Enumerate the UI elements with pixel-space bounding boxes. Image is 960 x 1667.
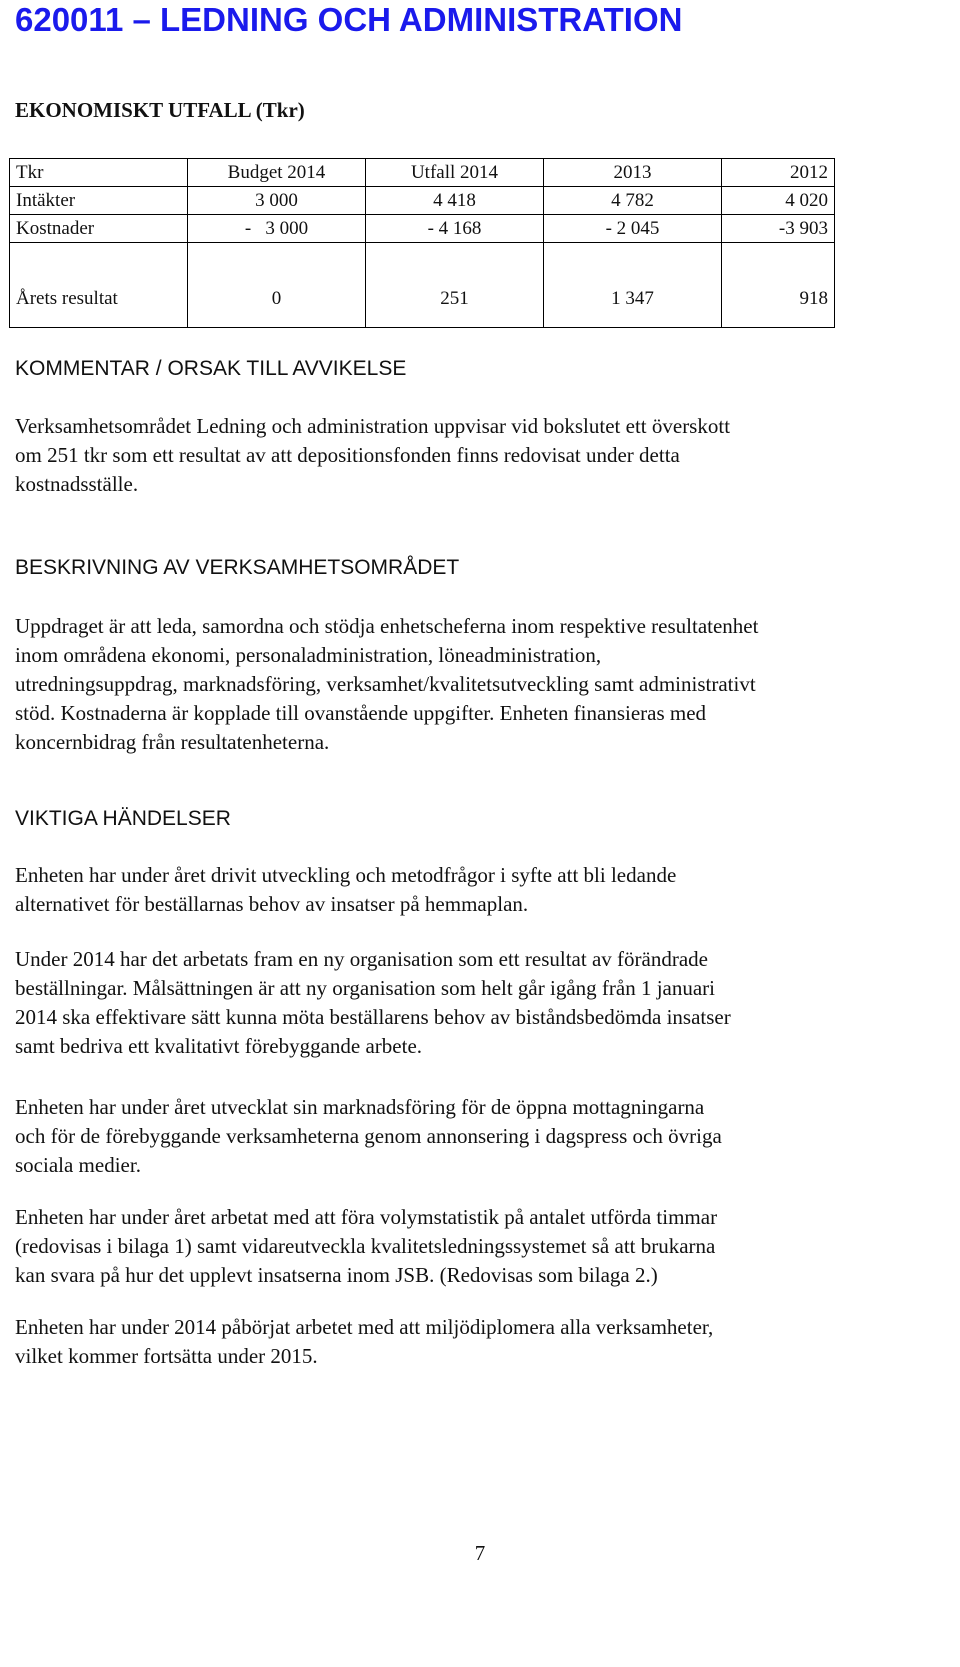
- table-cell: - 3 000: [188, 215, 366, 243]
- table-cell: 4 418: [366, 187, 544, 215]
- economic-outcome-table: [9, 158, 835, 328]
- text-line: Verksamhetsområdet Ledning och administration uppvisar vid bokslutet ett överskott: [15, 414, 731, 438]
- table-header-cell: Budget 2014: [188, 159, 366, 187]
- table-cell: 1 347: [544, 243, 722, 328]
- page-title: 620011 – LEDNING OCH ADMINISTRATION: [15, 1, 683, 38]
- description-heading: BESKRIVNING AV VERKSAMHETSOMRÅDET: [15, 556, 460, 579]
- page-number: 7: [474, 1541, 486, 1565]
- text-line: Enheten har under året utvecklat sin marknadsföring för de öppna mottagningarna: [15, 1095, 705, 1119]
- text-line: kan svara på hur det upplevt insatserna inom JSB. (Redovisas som bilaga 2.): [15, 1263, 658, 1287]
- table-header-cell: Tkr: [10, 159, 188, 187]
- event-paragraph: [15, 861, 895, 919]
- table-cell: Årets resultat: [10, 243, 188, 328]
- description-paragraph: [15, 612, 895, 757]
- table-cell: 4 020: [722, 187, 835, 215]
- table-cell: 4 782: [544, 187, 722, 215]
- table-row-result: [10, 243, 835, 328]
- economic-outcome-heading: EKONOMISKT UTFALL (Tkr): [15, 98, 305, 122]
- table-cell: -3 903: [722, 215, 835, 243]
- events-heading: VIKTIGA HÄNDELSER: [15, 807, 231, 830]
- table-cell: 251: [366, 243, 544, 328]
- text-line: (redovisas i bilaga 1) samt vidareutveckla kvalitetsledningssystemet så att brukarna: [15, 1234, 716, 1258]
- table-cell: 0: [188, 243, 366, 328]
- text-line: 2014 ska effektivare sätt kunna möta beställarens behov av biståndsbedömda insatser: [15, 1005, 731, 1029]
- event-paragraph: [15, 1313, 895, 1371]
- text-line: och för de förebyggande verksamheterna genom annonsering i dagspress och övriga: [15, 1124, 722, 1148]
- table-header-cell: 2013: [544, 159, 722, 187]
- text-line: Uppdraget är att leda, samordna och stödja enhetscheferna inom respektive resultatenhet: [15, 614, 759, 638]
- table-cell: - 4 168: [366, 215, 544, 243]
- text-line: samt bedriva ett kvalitativt förebyggande arbete.: [15, 1034, 423, 1058]
- text-line: kostnadsställe.: [15, 472, 139, 496]
- text-line: Under 2014 har det arbetats fram en ny organisation som ett resultat av förändrade: [15, 947, 708, 971]
- text-line: Enheten har under året arbetat med att föra volymstatistik på antalet utförda timmar: [15, 1205, 718, 1229]
- table-header-cell: Utfall 2014: [366, 159, 544, 187]
- table-header-row: [10, 159, 835, 187]
- comment-paragraph: [15, 412, 895, 499]
- text-line: Enheten har under 2014 påbörjat arbetet med att miljödiplomera alla verksamheter,: [15, 1315, 714, 1339]
- text-line: stöd. Kostnaderna är kopplade till ovanstående uppgifter. Enheten finansieras med: [15, 701, 707, 725]
- comment-heading: KOMMENTAR / ORSAK TILL AVVIKELSE: [15, 357, 407, 380]
- text-line: koncernbidrag från resultatenheterna.: [15, 730, 330, 754]
- table-row: [10, 187, 835, 215]
- table-cell: - 2 045: [544, 215, 722, 243]
- text-line: om 251 tkr som ett resultat av att depositionsfonden finns redovisat under detta: [15, 443, 680, 467]
- table-cell: 3 000: [188, 187, 366, 215]
- table-cell: 918: [722, 243, 835, 328]
- table-row: [10, 215, 835, 243]
- text-line: vilket kommer fortsätta under 2015.: [15, 1344, 318, 1368]
- text-line: Enheten har under året drivit utveckling och metodfrågor i syfte att bli ledande: [15, 863, 677, 887]
- text-line: sociala medier.: [15, 1153, 141, 1177]
- text-line: alternativet för beställarnas behov av insatser på hemmaplan.: [15, 892, 529, 916]
- text-line: beställningar. Målsättningen är att ny organisation som helt går igång från 1 januari: [15, 976, 716, 1000]
- event-paragraph: [15, 1093, 895, 1180]
- event-paragraph: [15, 945, 895, 1061]
- text-line: utredningsuppdrag, marknadsföring, verksamhet/kvalitetsutveckling samt administrativt: [15, 672, 756, 696]
- table-header-cell: 2012: [722, 159, 835, 187]
- table-cell: Intäkter: [10, 187, 188, 215]
- table-cell: Kostnader: [10, 215, 188, 243]
- event-paragraph: [15, 1203, 895, 1290]
- text-line: inom områdena ekonomi, personaladministration, löneadministration,: [15, 643, 602, 667]
